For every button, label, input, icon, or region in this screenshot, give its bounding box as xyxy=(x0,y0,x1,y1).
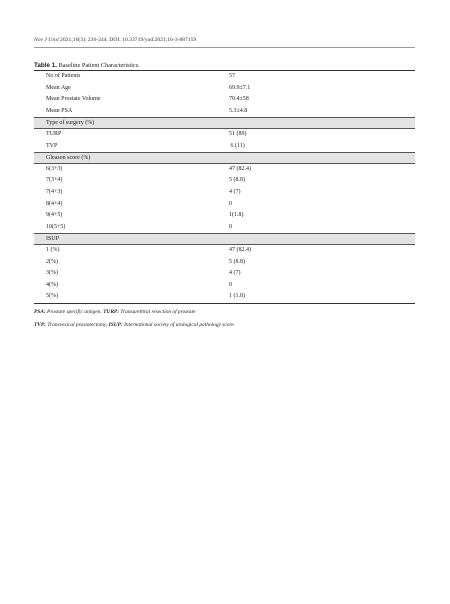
citation-text: 2021;16(3): 236-244. DOI: 10.33719/yud.2021;16-3-887159 xyxy=(58,37,197,43)
table-caption-label: Table 1. xyxy=(34,62,57,69)
row-value: 70.4±58 xyxy=(229,96,249,103)
row-value: 4 (7) xyxy=(229,188,241,195)
abbr-definition: International society of urological pathology score xyxy=(122,322,234,328)
table-row xyxy=(34,106,415,118)
section-header-gleason xyxy=(34,152,415,164)
section-title: ISUP xyxy=(46,236,60,243)
table-row xyxy=(34,245,415,257)
table-row xyxy=(34,257,415,269)
row-value: 4 (7) xyxy=(229,270,241,277)
table-row xyxy=(34,291,415,303)
row-label: Mean Age xyxy=(46,84,71,91)
journal-name: Nov J Urol xyxy=(34,37,59,43)
table-row xyxy=(34,268,415,280)
row-label: 2(%) xyxy=(46,258,58,265)
row-value: 5 (8.8) xyxy=(229,177,245,184)
row-value: 6 (11) xyxy=(229,142,245,149)
row-value: 51 (89) xyxy=(229,130,247,137)
table-row xyxy=(34,187,415,199)
table-row xyxy=(34,71,415,83)
table-row xyxy=(34,164,415,176)
row-label: 10(5+5) xyxy=(46,223,66,230)
row-label: 7(4+3) xyxy=(46,188,63,195)
row-label: 8(4+4) xyxy=(46,200,63,207)
row-value: 47 (82.4) xyxy=(229,165,251,172)
abbr-term: PSA: xyxy=(34,309,46,315)
table-caption-text: Baseline Patient Characteristics. xyxy=(56,62,140,69)
row-value: 5 (8.8) xyxy=(229,258,245,265)
row-value: 1(1.8) xyxy=(229,212,244,219)
table-row xyxy=(34,222,415,234)
row-label: 6(3+3) xyxy=(46,165,63,172)
table-row xyxy=(34,175,415,187)
row-label: 9(4+5) xyxy=(46,212,63,219)
row-value: 0 xyxy=(229,281,232,288)
row-value: 0 xyxy=(229,223,232,230)
row-value: 69.9±7.1 xyxy=(229,84,251,91)
abbr-term: ISUP: xyxy=(108,322,123,328)
header-divider xyxy=(34,47,415,48)
table-caption xyxy=(34,62,140,69)
abbreviation-note-2 xyxy=(34,322,415,328)
row-value: 5.3±4.8 xyxy=(229,107,248,114)
row-value: 57 xyxy=(229,73,235,79)
abbreviation-note-1 xyxy=(34,309,415,315)
row-label: Mean Prostate Volume xyxy=(46,96,101,103)
section-title: Type of surgery (%) xyxy=(46,120,95,127)
section-header-isup xyxy=(34,233,415,245)
table-row xyxy=(34,129,415,141)
row-label: 3(%) xyxy=(46,270,58,277)
row-value: 0 xyxy=(229,200,232,207)
table-row xyxy=(34,83,415,95)
abbr-definition: Transvesical prostatectomy, xyxy=(45,322,109,328)
row-label: TVP xyxy=(46,142,58,149)
running-header xyxy=(34,37,196,43)
abbr-term: TVP: xyxy=(34,322,46,328)
abbr-term: TURP: xyxy=(103,309,120,315)
table-row xyxy=(34,210,415,222)
row-label: TURP xyxy=(46,130,62,137)
row-value: 47 (82.4) xyxy=(229,246,251,253)
section-title: Gleason score (%) xyxy=(46,155,91,162)
table-row xyxy=(34,280,415,292)
table-row xyxy=(34,94,415,106)
row-label: Mean PSA xyxy=(46,107,73,114)
baseline-characteristics-table xyxy=(34,70,415,304)
row-label: 7(3+4) xyxy=(46,177,63,184)
row-value: 1 (1.8) xyxy=(229,293,245,300)
row-label: 4(%) xyxy=(46,281,58,288)
row-label: 1 (%) xyxy=(46,246,60,253)
table-row xyxy=(34,141,415,153)
row-label: No of Patients xyxy=(46,73,81,79)
abbr-definition: Prostate specific antigen, xyxy=(45,309,104,315)
section-header-surgery xyxy=(34,117,415,129)
row-label: 5(%) xyxy=(46,293,58,300)
table-row xyxy=(34,199,415,211)
abbr-definition: Transurethral resection of prostate xyxy=(119,309,196,315)
